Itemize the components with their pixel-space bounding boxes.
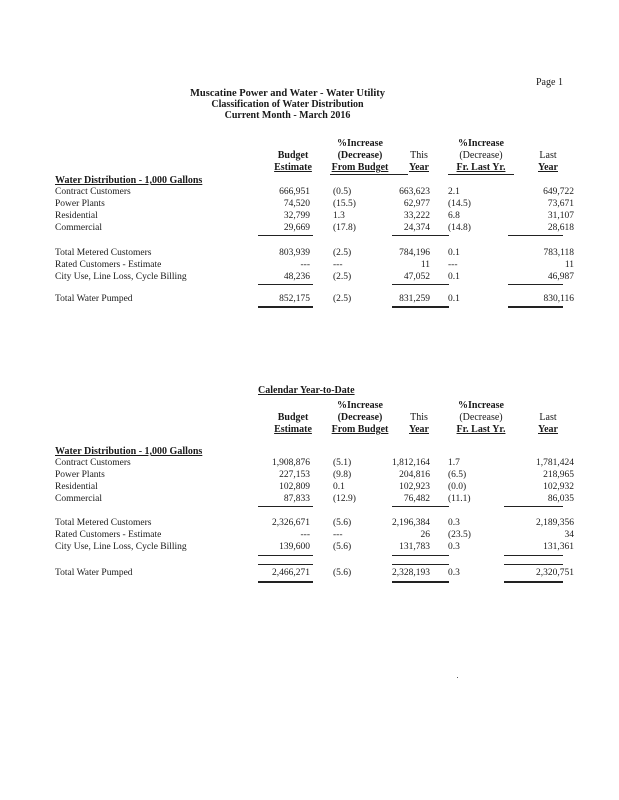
subtotal-rule: [504, 555, 563, 556]
col-header-pct-budget-l0: %Increase: [337, 138, 383, 149]
cell-pct-last: 0.1: [448, 272, 460, 282]
section-title: Water Distribution - 1,000 Gallons: [55, 446, 203, 457]
cell-pct-last: ---: [448, 260, 458, 270]
cell-pct-budget: (15.5): [333, 199, 356, 209]
cell-this-year: 102,923: [399, 482, 430, 492]
row-label: Commercial: [55, 223, 102, 233]
table-row: [55, 248, 575, 259]
col-header-this-year-l1: This: [410, 150, 428, 161]
cell-last-year: 34: [564, 530, 574, 540]
col-header-budget: [268, 150, 318, 174]
subtotal-rule: [508, 235, 563, 236]
cell-budget: 48,236: [283, 272, 310, 282]
subtotal-rule: [504, 564, 563, 565]
section-title: Water Distribution - 1,000 Gallons: [55, 175, 203, 186]
cell-this-year: 831,259: [399, 294, 430, 304]
cell-pct-budget: (2.5): [333, 272, 352, 282]
cell-this-year: 131,783: [399, 542, 430, 552]
ytd-heading: Calendar Year-to-Date: [258, 385, 355, 396]
table-row: [55, 272, 575, 283]
cell-this-year: 784,196: [399, 248, 430, 258]
col-header-pct-last: [448, 400, 514, 436]
cell-pct-budget: 0.1: [333, 482, 345, 492]
cell-budget: 32,799: [283, 211, 310, 221]
cell-last-year: 46,987: [547, 272, 574, 282]
cell-this-year: 2,328,193: [392, 568, 430, 578]
cell-last-year: 2,320,751: [536, 568, 574, 578]
cell-pct-last: 0.3: [448, 568, 460, 578]
col-header-budget-l1: Budget: [277, 412, 309, 423]
cell-pct-last: 6.8: [448, 211, 460, 221]
cell-pct-last: (14.5): [448, 199, 471, 209]
col-header-pct-budget: [323, 138, 397, 174]
cell-pct-budget: (2.5): [333, 294, 352, 304]
row-label: City Use, Line Loss, Cycle Billing: [55, 542, 187, 552]
col-header-this-year: [402, 150, 436, 174]
row-label: Power Plants: [55, 470, 105, 480]
cell-this-year: 663,623: [399, 187, 430, 197]
row-label: Total Metered Customers: [55, 248, 152, 258]
cell-last-year: 218,965: [543, 470, 574, 480]
cell-this-year: 2,196,384: [392, 518, 430, 528]
table-row: [55, 211, 575, 222]
cell-pct-last: (0.0): [448, 482, 467, 492]
col-header-pct-last-l2: Fr. Last Yr.: [456, 424, 506, 435]
cell-budget: 2,326,671: [272, 518, 310, 528]
cell-pct-budget: (5.1): [333, 458, 352, 468]
cell-budget: 102,809: [279, 482, 310, 492]
table-row: [55, 542, 575, 553]
subtotal-rule: [258, 235, 313, 236]
cell-this-year: 24,374: [403, 223, 430, 233]
table-row: [55, 482, 575, 493]
total-rule: [258, 306, 313, 308]
section-title-row: [55, 446, 575, 457]
cell-budget: 139,600: [279, 542, 310, 552]
cell-budget: 803,939: [279, 248, 310, 258]
cell-pct-budget: 1.3: [333, 211, 345, 221]
col-header-pct-last: [448, 138, 514, 174]
table-row: [55, 187, 575, 198]
report-title-org: Muscatine Power and Water - Water Utility: [189, 88, 385, 99]
table-row: [55, 260, 575, 271]
col-header-pct-last-l0: %Increase: [458, 138, 504, 149]
cell-this-year: 47,052: [403, 272, 430, 282]
subtotal-rule: [258, 564, 313, 565]
subtotal-rule: [508, 284, 563, 285]
col-header-this-year: [402, 412, 436, 436]
cell-this-year: 62,977: [403, 199, 430, 209]
col-header-pct-budget-l2: From Budget: [331, 162, 389, 173]
cell-pct-last: 0.1: [448, 248, 460, 258]
total-rule: [508, 306, 563, 308]
cell-last-year: 28,618: [547, 223, 574, 233]
cell-budget: 227,153: [279, 470, 310, 480]
cell-budget: 2,466,271: [272, 568, 310, 578]
col-header-pct-last-l1: (Decrease): [459, 150, 503, 161]
cell-pct-budget: (12.9): [333, 494, 356, 504]
row-label: Total Metered Customers: [55, 518, 152, 528]
row-label: Commercial: [55, 494, 102, 504]
table-row: [55, 530, 575, 541]
subtotal-rule: [504, 506, 563, 507]
table-row: [55, 458, 575, 469]
cell-last-year: 2,189,356: [536, 518, 574, 528]
subtotal-rule: [258, 284, 313, 285]
row-label: Rated Customers - Estimate: [55, 260, 162, 270]
col-header-last-year-l1: Last: [539, 150, 557, 161]
row-label: Residential: [55, 211, 98, 221]
cell-this-year: 33,222: [403, 211, 430, 221]
cell-last-year: 1,781,424: [536, 458, 574, 468]
col-header-budget-l1: Budget: [277, 150, 309, 161]
cell-pct-budget: (0.5): [333, 187, 352, 197]
cell-budget: ---: [300, 260, 310, 270]
cell-pct-last: (23.5): [448, 530, 471, 540]
row-label: Rated Customers - Estimate: [55, 530, 162, 540]
report-title-subject: Classification of Water Distribution: [211, 99, 364, 110]
col-header-last-year: [528, 150, 568, 174]
cell-pct-last: (6.5): [448, 470, 467, 480]
subtotal-rule: [258, 555, 313, 556]
cell-pct-budget: (17.8): [333, 223, 356, 233]
cell-pct-last: (14.8): [448, 223, 471, 233]
col-header-pct-budget-l1: (Decrease): [337, 412, 383, 423]
subtotal-rule: [392, 284, 449, 285]
cell-pct-budget: (2.5): [333, 248, 352, 258]
col-header-last-year-l1: Last: [539, 412, 557, 423]
cell-budget: 29,669: [283, 223, 310, 233]
cell-this-year: 11: [420, 260, 430, 270]
table-row: [55, 470, 575, 481]
cell-this-year: 204,816: [399, 470, 430, 480]
cell-last-year: 649,722: [543, 187, 574, 197]
cell-pct-budget: (9.8): [333, 470, 352, 480]
section-title-row: [55, 175, 575, 186]
cell-pct-last: 1.7: [448, 458, 460, 468]
col-header-pct-budget-l1: (Decrease): [337, 150, 383, 161]
report-title: [0, 88, 619, 121]
cell-last-year: 102,932: [543, 482, 574, 492]
cell-last-year: 73,671: [547, 199, 574, 209]
cell-budget: 87,833: [283, 494, 310, 504]
subtotal-rule: [392, 235, 449, 236]
col-header-pct-budget-l2: From Budget: [331, 424, 389, 435]
cell-pct-last: 0.1: [448, 294, 460, 304]
cell-budget: 74,520: [283, 199, 310, 209]
page-number: Page 1: [536, 77, 563, 88]
col-header-pct-last-l2: Fr. Last Yr.: [456, 162, 506, 173]
total-rule: [258, 581, 313, 583]
table-row: [55, 223, 575, 234]
cell-budget: 852,175: [279, 294, 310, 304]
col-header-budget-l2: Estimate: [274, 424, 312, 435]
col-header-this-year-l2: Year: [409, 424, 429, 435]
subtotal-rule: [258, 506, 313, 507]
table-row-total: [55, 294, 575, 305]
row-label: Total Water Pumped: [55, 294, 133, 304]
total-rule: [392, 581, 449, 583]
row-label: Total Water Pumped: [55, 568, 133, 578]
cell-pct-last: 0.3: [448, 542, 460, 552]
table-row-total: [55, 568, 575, 579]
col-header-budget: [268, 412, 318, 436]
report-title-period: Current Month - March 2016: [224, 110, 351, 121]
total-rule: [392, 306, 449, 308]
col-header-this-year-l1: This: [410, 412, 428, 423]
cell-last-year: 11: [564, 260, 574, 270]
col-header-pct-budget: [323, 400, 397, 436]
cell-last-year: 830,116: [543, 294, 574, 304]
cell-last-year: 131,361: [543, 542, 574, 552]
cell-budget: 666,951: [279, 187, 310, 197]
cell-last-year: 31,107: [547, 211, 574, 221]
cell-pct-last: 2.1: [448, 187, 460, 197]
col-header-pct-last-l0: %Increase: [458, 400, 504, 411]
scan-speck: [457, 677, 458, 678]
cell-pct-last: (11.1): [448, 494, 471, 504]
cell-pct-last: 0.3: [448, 518, 460, 528]
cell-last-year: 86,035: [547, 494, 574, 504]
col-header-budget-l2: Estimate: [274, 162, 312, 173]
cell-budget: ---: [300, 530, 310, 540]
subtotal-rule: [392, 564, 449, 565]
col-header-last-year-l2: Year: [538, 162, 558, 173]
row-label: Contract Customers: [55, 458, 131, 468]
cell-this-year: 76,482: [403, 494, 430, 504]
cell-last-year: 783,118: [543, 248, 574, 258]
cell-pct-budget: (5.6): [333, 542, 352, 552]
cell-this-year: 1,812,164: [392, 458, 430, 468]
col-header-last-year-l2: Year: [538, 424, 558, 435]
col-header-pct-budget-l0: %Increase: [337, 400, 383, 411]
cell-pct-budget: (5.6): [333, 568, 352, 578]
table-row: [55, 199, 575, 210]
table-row: [55, 494, 575, 505]
cell-pct-budget: (5.6): [333, 518, 352, 528]
cell-this-year: 26: [420, 530, 430, 540]
subtotal-rule: [392, 555, 449, 556]
total-rule: [504, 581, 563, 583]
cell-pct-budget: ---: [333, 260, 343, 270]
col-header-this-year-l2: Year: [409, 162, 429, 173]
row-label: City Use, Line Loss, Cycle Billing: [55, 272, 187, 282]
table-row: [55, 518, 575, 529]
cell-budget: 1,908,876: [272, 458, 310, 468]
cell-pct-budget: ---: [333, 530, 343, 540]
row-label: Contract Customers: [55, 187, 131, 197]
row-label: Power Plants: [55, 199, 105, 209]
row-label: Residential: [55, 482, 98, 492]
subtotal-rule: [392, 506, 449, 507]
col-header-pct-last-l1: (Decrease): [459, 412, 503, 423]
col-header-last-year: [528, 412, 568, 436]
